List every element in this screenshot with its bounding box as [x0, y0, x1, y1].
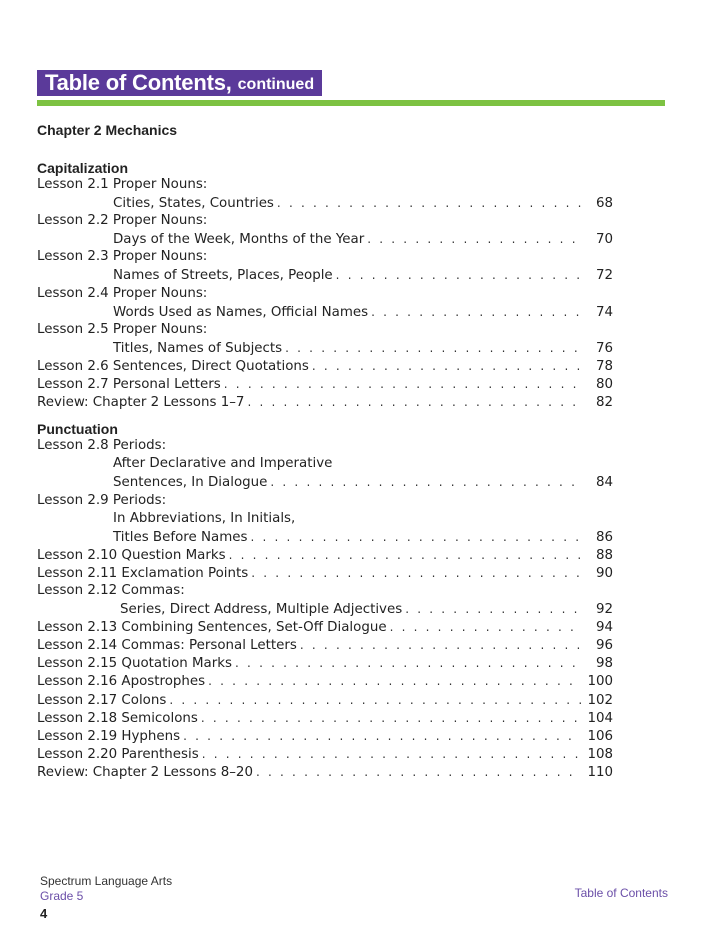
entry-title: Review: Chapter 2 Lessons 1–7 [37, 395, 245, 411]
entry-page-number: 108 [587, 746, 613, 762]
toc-entry [37, 473, 613, 491]
toc-entry [37, 339, 613, 357]
entry-page-number: 96 [595, 638, 613, 654]
entry-page-number: 84 [595, 475, 613, 491]
entry-page-number: 82 [595, 395, 613, 411]
table-of-contents [37, 120, 613, 781]
dot-leader [256, 763, 581, 781]
toc-entry [37, 636, 613, 654]
toc-entry [37, 745, 613, 763]
entry-title: Lesson 2.17 Colons [37, 692, 167, 708]
heading-subtitle: continued [237, 75, 315, 93]
entry-title: Names of Streets, Places, People [113, 268, 333, 284]
entry-page-number: 98 [595, 656, 613, 672]
toc-line: Lesson 2.4 Proper Nouns: [37, 285, 208, 301]
toc-entry [37, 546, 613, 564]
dot-leader [336, 266, 581, 284]
entry-title: Words Used as Names, Official Names [113, 304, 369, 320]
heading-title: Table of Contents, [45, 70, 232, 95]
dot-leader [235, 654, 581, 672]
entry-title: Lesson 2.16 Apostrophes [37, 674, 206, 690]
dot-leader [371, 303, 581, 321]
toc-entry [37, 528, 613, 546]
dot-leader [251, 564, 581, 582]
toc-entry [37, 727, 613, 745]
toc-entry [37, 600, 613, 618]
toc-entry [37, 691, 613, 709]
spacer [37, 140, 613, 150]
entry-title: Lesson 2.11 Exclamation Points [37, 565, 249, 581]
page-heading [37, 70, 322, 96]
header-rule [37, 100, 665, 106]
entry-title: Lesson 2.7 Personal Letters [37, 377, 221, 393]
dot-leader [312, 357, 581, 375]
entry-page-number: 94 [595, 620, 613, 636]
dot-leader [201, 709, 581, 727]
toc-entry [37, 357, 613, 375]
entry-title: Lesson 2.20 Parenthesis [37, 746, 199, 762]
dot-leader [224, 375, 581, 393]
entry-page-number: 92 [595, 602, 613, 618]
entry-page-number: 86 [595, 529, 613, 545]
toc-entry [37, 393, 613, 411]
dot-leader [405, 600, 581, 618]
entry-title: Lesson 2.14 Commas: Personal Letters [37, 638, 297, 654]
toc-line: Lesson 2.9 Periods: [37, 492, 167, 508]
entry-page-number: 110 [587, 764, 613, 780]
entry-title: Lesson 2.10 Question Marks [37, 547, 226, 563]
entry-title: Lesson 2.6 Sentences, Direct Quotations [37, 358, 309, 374]
entry-page-number: 78 [595, 358, 613, 374]
entry-page-number: 68 [595, 196, 613, 212]
entry-title: Lesson 2.15 Quotation Marks [37, 656, 233, 672]
toc-entry [37, 303, 613, 321]
entry-title: Cities, States, Countries [113, 196, 274, 212]
toc-entry [37, 618, 613, 636]
toc-entry [37, 709, 613, 727]
entry-title: Sentences, In Dialogue [113, 475, 268, 491]
toc-entry [37, 194, 613, 212]
dot-leader [277, 194, 581, 212]
toc-entry [37, 266, 613, 284]
footer-section: Table of Contents [574, 886, 668, 900]
dot-leader [183, 727, 581, 745]
dot-leader [208, 672, 581, 690]
entry-page-number: 72 [595, 268, 613, 284]
entry-page-number: 88 [595, 547, 613, 563]
entry-title: Lesson 2.19 Hyphens [37, 728, 181, 744]
toc-line: Lesson 2.3 Proper Nouns: [37, 249, 208, 265]
entry-page-number: 100 [587, 674, 613, 690]
entry-page-number: 104 [587, 710, 613, 726]
toc-entry [37, 230, 613, 248]
toc-line: In Abbreviations, In Initials, [113, 510, 296, 526]
footer-grade: Grade 5 [40, 889, 84, 903]
entry-title: Titles Before Names [113, 529, 248, 545]
dot-leader [250, 528, 581, 546]
dot-leader [247, 393, 581, 411]
entry-title: Lesson 2.18 Semicolons [37, 710, 198, 726]
toc-line: Lesson 2.12 Commas: [37, 582, 185, 598]
entry-title: Days of the Week, Months of the Year [113, 232, 365, 248]
page-number: 4 [40, 906, 48, 921]
toc-entry [37, 654, 613, 672]
dot-leader [270, 473, 581, 491]
dot-leader [202, 745, 581, 763]
dot-leader [285, 339, 581, 357]
footer-book-title: Spectrum Language Arts [40, 874, 173, 888]
entry-page-number: 106 [587, 728, 613, 744]
entry-title: Titles, Names of Subjects [113, 340, 283, 356]
dot-leader [390, 618, 581, 636]
toc-line: Lesson 2.5 Proper Nouns: [37, 321, 208, 337]
toc-line: Lesson 2.8 Periods: [37, 438, 167, 454]
entry-page-number: 70 [595, 232, 613, 248]
toc-entry [37, 375, 613, 393]
toc-entry [37, 564, 613, 582]
dot-leader [367, 230, 581, 248]
toc-entry [37, 672, 613, 690]
entry-page-number: 90 [595, 565, 613, 581]
toc-entry [37, 763, 613, 781]
dot-leader [300, 636, 581, 654]
toc-line: Lesson 2.1 Proper Nouns: [37, 177, 208, 192]
entry-page-number: 80 [595, 377, 613, 393]
dot-leader [169, 691, 581, 709]
toc-line: After Declarative and Imperative [113, 456, 333, 472]
entry-page-number: 76 [595, 340, 613, 356]
entry-page-number: 102 [587, 692, 613, 708]
entry-title: Review: Chapter 2 Lessons 8–20 [37, 764, 253, 780]
chapter-title: Chapter 2 Mechanics [37, 122, 178, 138]
entry-title: Lesson 2.13 Combining Sentences, Set-Off Dialogue [37, 620, 387, 636]
section-heading: Punctuation [37, 421, 118, 438]
entry-title: Series, Direct Address, Multiple Adjectives [120, 602, 403, 618]
entry-page-number: 74 [595, 304, 613, 320]
toc-line: Lesson 2.2 Proper Nouns: [37, 213, 208, 229]
dot-leader [229, 546, 581, 564]
section-heading: Capitalization [37, 160, 129, 176]
